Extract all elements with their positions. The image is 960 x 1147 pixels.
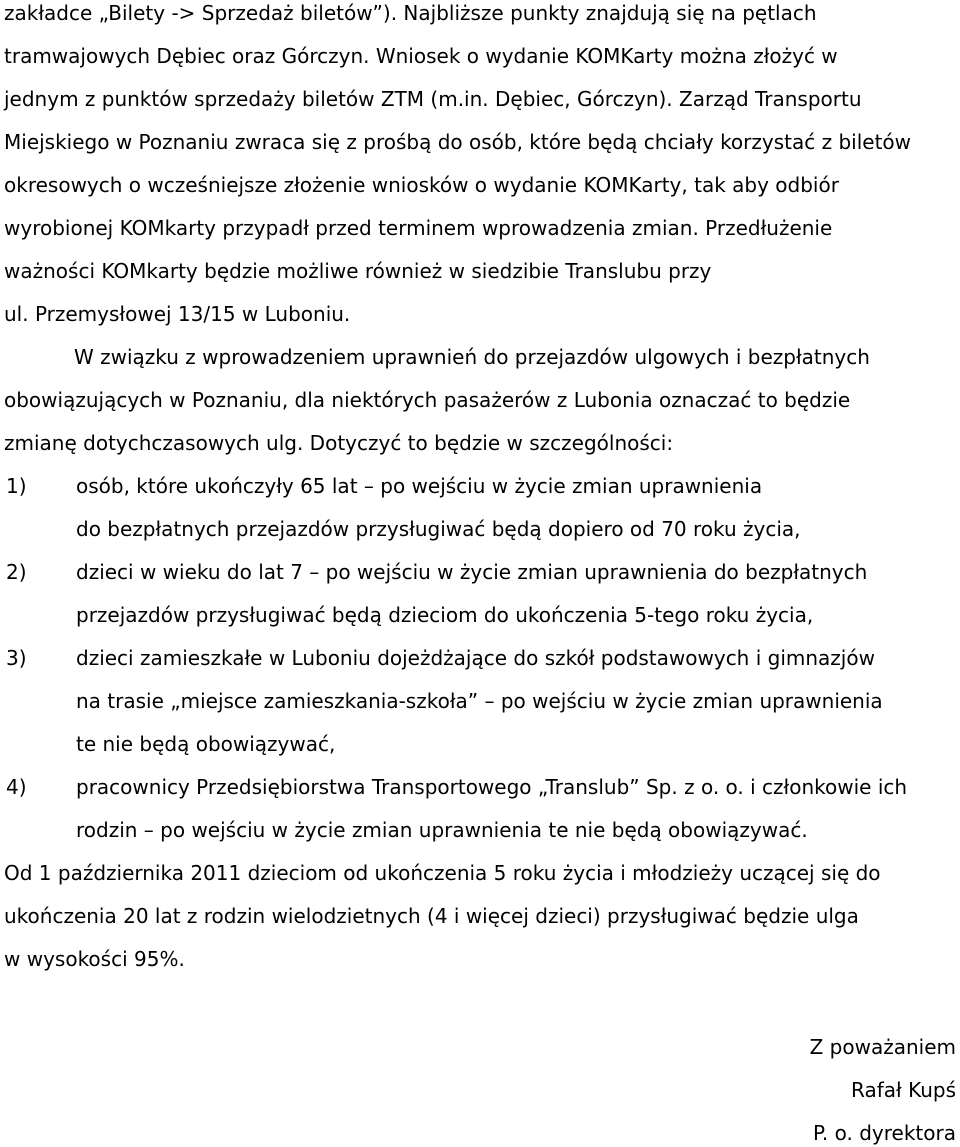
list-item-line: dzieci w wieku do lat 7 – po wejściu w życie zmian uprawnienia do bezpłatnych	[76, 560, 868, 584]
list-item-number: 2)	[6, 560, 27, 584]
paragraph-line: w wysokości 95%.	[4, 947, 185, 971]
paragraph-line: W związku z wprowadzeniem uprawnień do przejazdów ulgowych i bezpłatnych	[74, 345, 870, 369]
list-item-number: 1)	[6, 474, 27, 498]
list-item-line: rodzin – po wejściu w życie zmian uprawnienia te nie będą obowiązywać.	[76, 818, 808, 842]
list-item-number: 3)	[6, 646, 27, 670]
list-item-line: osób, które ukończyły 65 lat – po wejściu w życie zmian uprawnienia	[76, 474, 763, 498]
list-item-line: dzieci zamieszkałe w Luboniu dojeżdżające do szkół podstawowych i gimnazjów	[76, 646, 875, 670]
paragraph-line: okresowych o wcześniejsze złożenie wniosków o wydanie KOMKarty, tak aby odbiór	[4, 173, 839, 197]
paragraph-line: ukończenia 20 lat z rodzin wielodzietnych (4 i więcej dzieci) przysługiwać będzie ulga	[4, 904, 859, 928]
paragraph-line: jednym z punktów sprzedaży biletów ZTM (m.in. Dębiec, Górczyn). Zarząd Transportu	[4, 87, 862, 111]
paragraph-line: Od 1 października 2011 dzieciom od ukończenia 5 roku życia i młodzieży uczącej się do	[4, 861, 881, 885]
paragraph-line: zakładce „Bilety -> Sprzedaż biletów”). Najbliższe punkty znajdują się na pętlach	[4, 1, 817, 25]
signatory-title: P. o. dyrektora	[812, 1121, 956, 1145]
list-item-number: 4)	[6, 775, 27, 799]
list-item-line: na trasie „miejsce zamieszkania-szkoła” – po wejściu w życie zmian uprawnienia	[76, 689, 883, 713]
list-item-line: pracownicy Przedsiębiorstwa Transportowego „Translub” Sp. z o. o. i członkowie ich	[76, 775, 908, 799]
paragraph-line: wyrobionej KOMkarty przypadł przed terminem wprowadzenia zmian. Przedłużenie	[4, 216, 833, 240]
list-item-line: do bezpłatnych przejazdów przysługiwać będą dopiero od 70 roku życia,	[76, 517, 801, 541]
paragraph-line: tramwajowych Dębiec oraz Górczyn. Wniosek o wydanie KOMKarty można złożyć w	[4, 44, 838, 68]
paragraph-line: ważności KOMkarty będzie możliwe również w siedzibie Translubu przy	[4, 259, 712, 283]
paragraph-line: zmianę dotychczasowych ulg. Dotyczyć to będzie w szczególności:	[4, 431, 674, 455]
list-item-line: te nie będą obowiązywać,	[76, 732, 336, 756]
signatory-name: Rafał Kupś	[851, 1078, 956, 1102]
paragraph-line: obowiązujących w Poznaniu, dla niektórych pasażerów z Lubonia oznaczać to będzie	[4, 388, 851, 412]
closing-text: Z poważaniem	[809, 1035, 956, 1059]
list-item-line: przejazdów przysługiwać będą dzieciom do ukończenia 5-tego roku życia,	[76, 603, 814, 627]
paragraph-line: Miejskiego w Poznaniu zwraca się z prośbą do osób, które będą chciały korzystać z biletów	[4, 130, 912, 154]
paragraph-line: ul. Przemysłowej 13/15 w Luboniu.	[4, 302, 351, 326]
